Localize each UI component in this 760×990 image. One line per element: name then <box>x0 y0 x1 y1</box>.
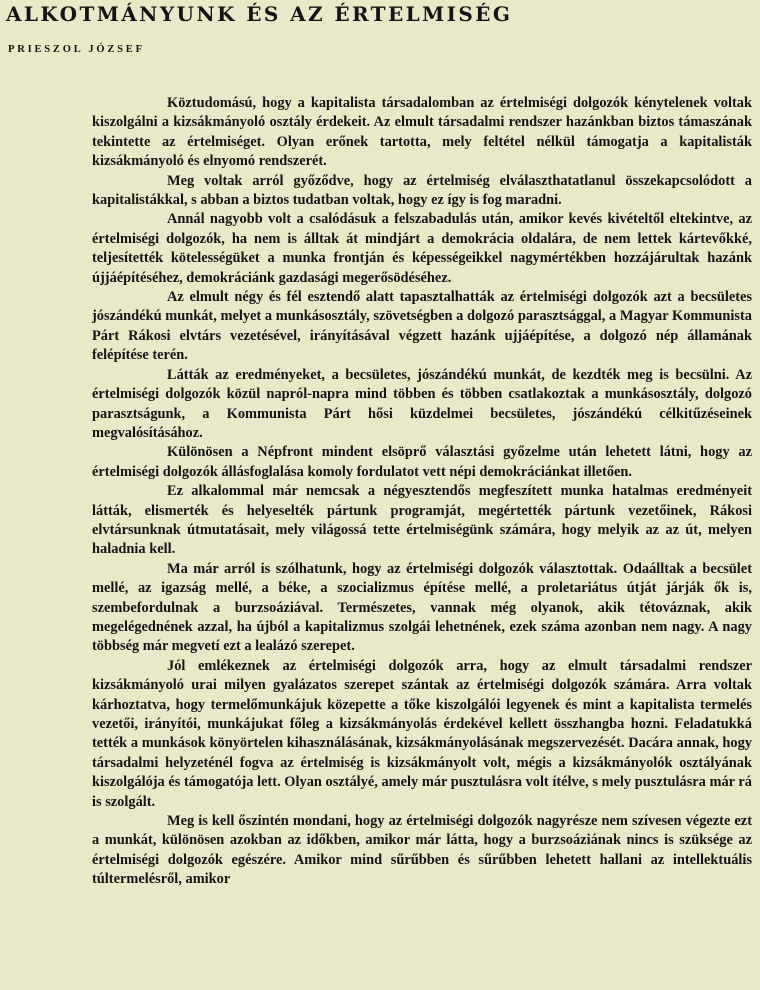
paragraph: Az elmult négy és fél esztendő alatt tapasztalhatták az értelmiségi dolgozók azt a becsületes jószándékú munkát, melyet a munkásosztály, szövetségben a dolgozó parasztsággal, a Magyar Kommunista Párt Rákosi elvtárs vezetésével, irányításával végzett hazánk ujjáépítése, a dolgozó nép államának felépítése terén. <box>92 289 752 364</box>
paragraph: Különösen a Népfront mindent elsöprő választási győzelme után lehetett látni, hogy az értelmiségi dolgozók állásfoglalása komoly fordulatot vett népi demokráciánkat illetően. <box>92 444 752 480</box>
article-author: PRIESZOL JÓZSEF <box>8 44 145 55</box>
paragraph: Meg voltak arról győződve, hogy az értelmiség elválaszthatatlanul összekapcsolódott a kapitalistákkal, s abban a biztos tudatban voltak, hogy ez így is fog maradni. <box>92 172 752 209</box>
paragraph: Annál nagyobb volt a csalódásuk a felszabadulás után, amikor kevés kivételtől eltekintve, az értelmiségi dolgozók, ha nem is álltak át mindjárt a demokrácia oldalára, de nem lettek kártevőkké, teljesítették kötelességüket a munka frontján és képességeikkel nagymértékben hozzájárultak hazánk újjáépítéséhez, demokráciánk gazdasági megerősödéséhez. <box>92 211 752 286</box>
paragraph: Jól emlékeznek az értelmiségi dolgozók arra, hogy az elmult társadalmi rendszer kizsákmányoló urai milyen gyalázatos szerepet szántak az értelmiségi dolgozók számára. Arra voltak kárhoztatva, hogy termelőmunkájuk közepette a tőke kiszolgálói legyenek és mint a kapitalista termelés vezetői, irányítói, munkájukat főleg a kizsákmányolás érdekével kellett összhangba hozni. Feladatukká tették a munkások könyörtelen kihasználásának, kizsákmányolásának megszervezését. Dacára annak, hogy társadalmi helyzeténél fogva az értelmiség is kizsákmányolt volt, mégis a kizsákmányolók osztályának kiszolgálója és támogatója lett. Olyan osztályé, amely már pusztulásra volt ítélve, s mely pusztulásra már rá is szolgált. <box>92 657 752 810</box>
paragraph: Ez alkalommal már nemcsak a négyesztendős megfeszített munka hatalmas eredményeit látták, elismerték és helyeselték pártunk programját, megértették pártunk vezetőinek, Rákosi elvtársunknak útmutatásait, mely világossá tette értelmiségünk számára, hogy melyik az az út, melyen haladnia kell. <box>92 483 752 558</box>
paragraph: Látták az eredményeket, a becsületes, jószándékú munkát, de kezdték meg is becsülni. Az értelmiségi dolgozók közül napról-napra mind többen és többen csatlakoztak a munkásosztály, dolgozó parasztságunk, a Kommunista Párt hősi küzdelmei becsületes, jószándékú célkitűzéseinek megvalósításához. <box>92 366 752 441</box>
article-body <box>92 94 752 890</box>
paragraph: Ma már arról is szólhatunk, hogy az értelmiségi dolgozók választottak. Odaálltak a becsület mellé, az igazság mellé, a béke, a szocializmus építése mellé, a proletariátus útját járják ők is, szembefordulnak a burzsoáziával. Természetes, vannak még olyanok, akik tétováznak, akik megelégednének azzal, ha újból a kapitalizmus szolgái lehetnének, ezek száma azonban nem nagy. A nagy többség már megvetí ezt a lealázó szerepet. <box>92 560 752 655</box>
paragraph: Meg is kell őszintén mondani, hogy az értelmiségi dolgozók nagyrésze nem szívesen végezte ezt a munkát, különösen azokban az időkben, amikor már látta, hogy a burzsoáziának nincs is szüksége az értelmiségi dolgozók egészére. Amikor mind sűrűbben és sűrűbben lehetett hallani az intellektuális túltermelésről, amikor <box>92 813 752 888</box>
paragraph: Köztudomású, hogy a kapitalista társadalomban az értelmiségi dolgozók kénytelenek voltak kiszolgálni a kizsákmányoló osztály érdekeit. Az elmult társadalmi rendszer hazánkban biztos támaszának tekintette az értelmiséget. Olyan erőnek tartotta, mely feltétel nélkül támogatja a kapitalisták kizsákmányoló és elnyomó rendszerét. <box>92 95 752 170</box>
article-title: ALKOTMÁNYUNK ÉS AZ ÉRTELMISÉG <box>6 2 513 26</box>
